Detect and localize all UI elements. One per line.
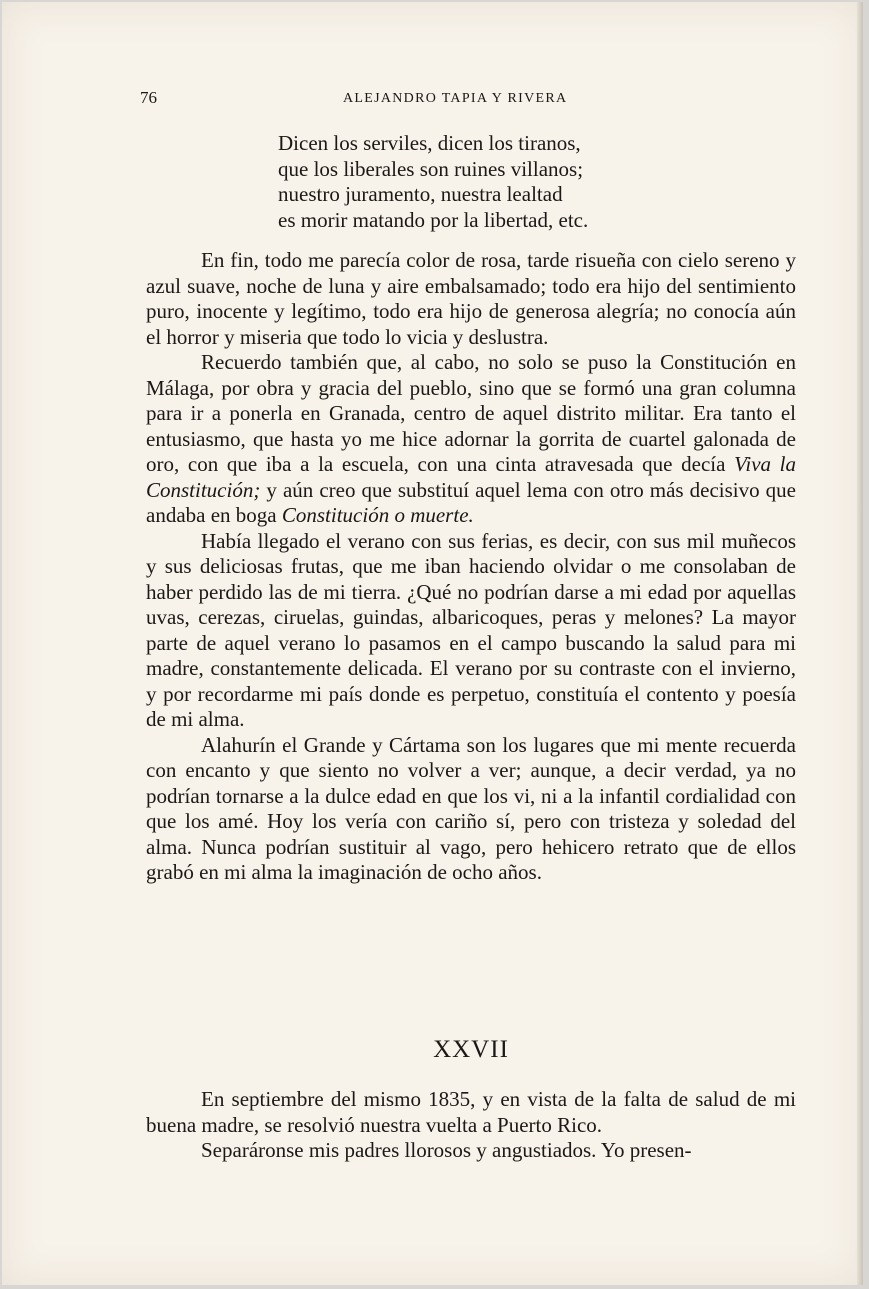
- page-edge: [857, 2, 863, 1285]
- chapter-text: [146, 1087, 796, 1164]
- body-text: [146, 248, 796, 886]
- verse-line: Dicen los serviles, dicen los tiranos,: [278, 131, 581, 155]
- motto-text: Viva la Constitución;: [146, 452, 796, 502]
- paragraph: En fin, todo me parecía color de rosa, tarde risueña con cielo sereno y azul suave, noche de luna y aire embalsamado; todo era hijo del sentimiento puro, inocente y legítimo, todo era hijo de generosa alegría; no conocía aún el horror y miseria que todo lo vicia y deslustra.: [146, 248, 796, 349]
- paragraph: Alahurín el Grande y Cártama son los lugares que mi mente recuerda con encanto y que siento no volver a ver; aunque, a decir verdad, ya no podrían tornarse a la dulce edad en que los vi, ni a la infantil cordialidad con que los amé. Hoy los vería con cariño sí, pero con tristeza y soledad del alma. Nunca podrían sustituir al vago, pero hehicero retrato que de ellos grabó en mi alma la imaginación de ocho años.: [146, 732, 796, 884]
- book-page: [2, 2, 863, 1285]
- paragraph: Separáronse mis padres llorosos y angustiados. Yo presen-: [201, 1138, 692, 1162]
- header-author: ALEJANDRO TAPIA Y RIVERA: [343, 91, 568, 106]
- verse-block: [278, 131, 738, 233]
- running-head: [140, 88, 730, 112]
- paragraph: [146, 350, 796, 529]
- verse-line: nuestro juramento, nuestra lealtad: [278, 182, 563, 206]
- paragraph: Había llegado el verano con sus ferias, es decir, con sus mil muñecos y sus deliciosas frutas, que me iban haciendo olvidar o me consolaban de haber perdido las de mi tierra. ¿Qué no podrían darse a mi edad por aquellas uvas, cerezas, ciruelas, guindas, albaricoques, peras y melones? La mayor parte de aquel verano lo pasamos en el campo buscando la salud para mi madre, constantemente delicada. El verano por su contraste con el invierno, y por recordarme mi país donde es perpetuo, constituía el contento y poesía de mi alma.: [146, 528, 796, 731]
- paragraph-text: Recuerdo también que, al cabo, no solo se puso la Constitución en Málaga, por obra y gracia del pueblo, sino que se formó una gran columna para ir a ponerla en Granada, centro de aquel distrito militar. Era tanto el entusiasmo, que hasta yo me hice adornar la gorrita de cuartel galonada de oro, con que iba a la escuela, con una cinta atravesada que decía: [146, 350, 796, 476]
- motto-text: Constitución o muerte.: [281, 503, 474, 527]
- verse-line: que los liberales son ruines villanos;: [278, 156, 584, 181]
- paragraph: En septiembre del mismo 1835, y en vista de la falta de salud de mi buena madre, se resolvió nuestra vuelta a Puerto Rico.: [146, 1087, 796, 1137]
- verse-line: es morir matando por la libertad, etc.: [278, 207, 589, 232]
- paragraph-text: y aún creo que substituí aquel lema con otro más decisivo que andaba en boga: [146, 477, 796, 527]
- chapter-heading: XXVII: [433, 1036, 509, 1063]
- page-number: 76: [140, 88, 157, 107]
